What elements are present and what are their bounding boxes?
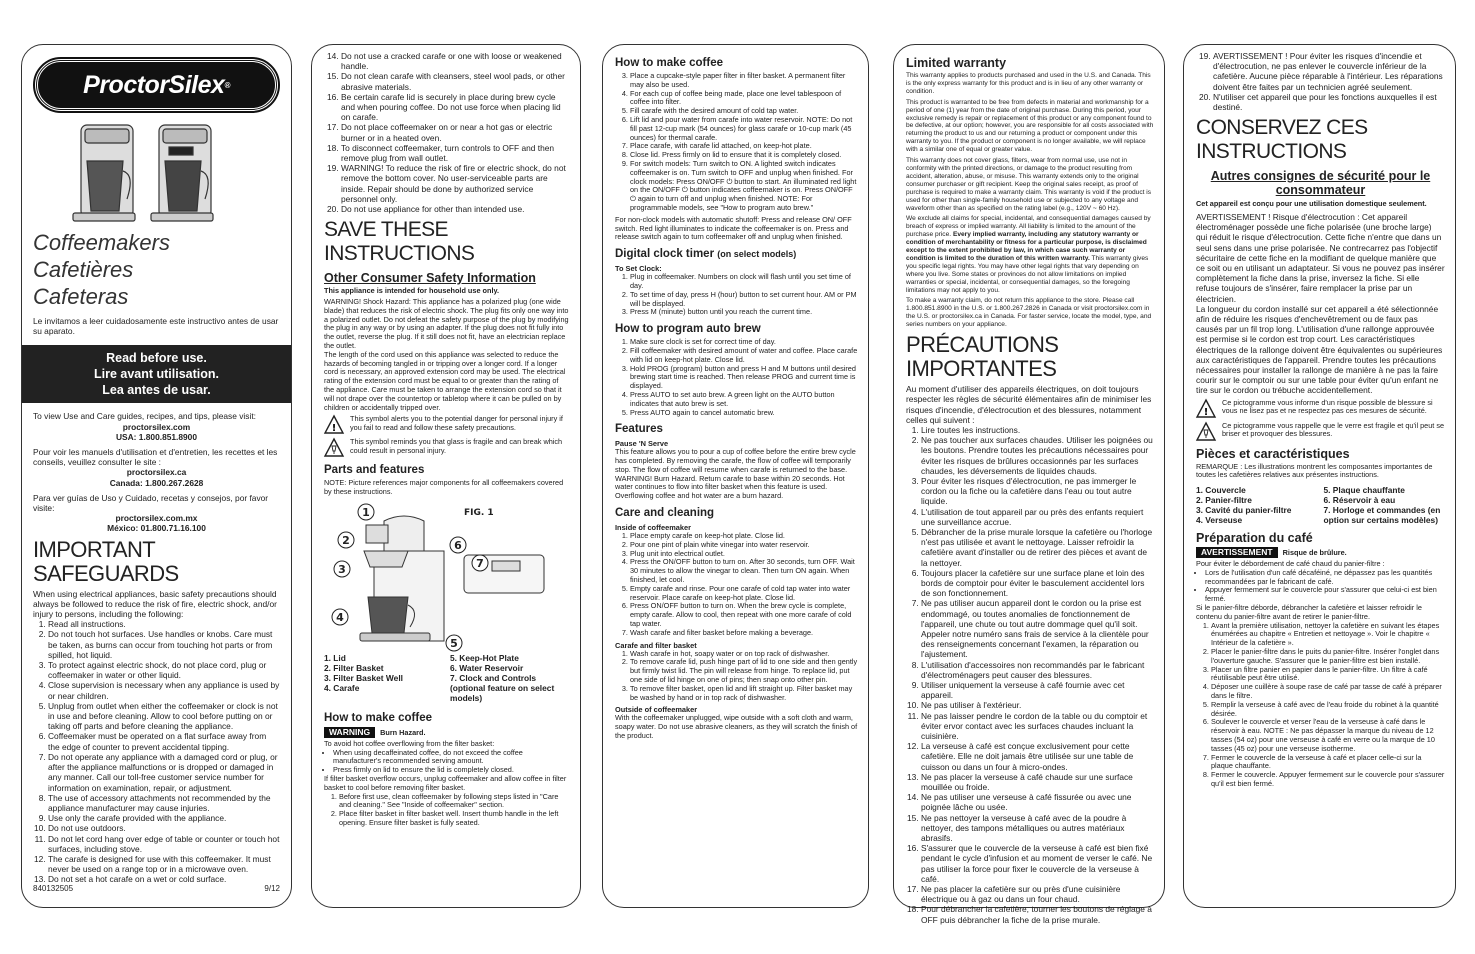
site-mx[interactable]: proctorsilex.com.mx xyxy=(115,513,198,524)
debord-note: Pour éviter le débordement de café chaud du panier-filtre : xyxy=(1196,559,1385,569)
overflow-note: To avoid hot coffee overflowing from the filter basket: xyxy=(324,738,495,748)
list-item: 6. Water Reservoir xyxy=(450,663,524,673)
phone-ca: Canada: 1.800.267.2628 xyxy=(109,477,204,488)
make-coffee-title: How to make coffee xyxy=(324,712,432,724)
list-item: 4. Press AUTO to set auto brew. A green light on the AUTO button indicates that auto brew is set. xyxy=(630,391,858,409)
list-item: 11. Ne pas laisser pendre le cordon de la table ou du comptoir et éviter ervor contact avec les surfaces chaudes incluant la cuisinière. xyxy=(921,711,1154,742)
prep-bullets xyxy=(1196,569,1445,604)
list-item: 10. Ne pas utiliser à l'extérieur. xyxy=(921,700,1154,710)
safeguards-list xyxy=(33,619,280,884)
list-item: 12. The carafe is designed for use with this coffeemaker. It must never be used on a range top or in a microwave oven. xyxy=(48,854,280,874)
cord-note: The length of the cord used on this appliance was selected to reduce the hazards of becoming tangled in or tripping over a longer cord. If a longer cord is necessary, an approved extension cord may be used. The electrical rating of the extension cord must be equal to or greater than the rating of the appliance. Care must be taken to arrange the extension cord so that it will not drape over the countertop or tabletop where it can be pulled on by children or accidentally tripped over. xyxy=(324,349,566,412)
list-item: 7. Do not operate any appliance with a damaged cord or plug, or after the appliance malfunctions or is dropped or damaged in any manner. Call our toll-free customer service number for information on examination, repair, or adjustment. xyxy=(48,752,280,793)
callout-1: 1 xyxy=(362,506,370,519)
visit-en: To view Use and Care guides, recipes, and tips, please visit: xyxy=(33,411,256,422)
warranty-p1: This warranty applies to products purchased and used in the U.S. and Canada. This is the only express warranty for this product and is in lieu of any other warranty or condition. xyxy=(906,72,1151,95)
list-item: 3. Pour éviter les risques d'électrocution, ne pas immerger le cordon ou la fiche ou la cafetière dans l'eau ou tout autre liquide. xyxy=(921,476,1154,507)
pieces-title: Pièces et caractéristiques xyxy=(1196,446,1350,461)
list-item: 1. Couvercle xyxy=(1196,485,1246,496)
svg-text:!: ! xyxy=(331,423,337,435)
pause-text: This feature allows you to pour a cup of coffee before the entire brew cycle has completed. By removing the carafe, the flow of coffee will temporarily stop. The flow of coffee will resume when carafe is returned to the base. xyxy=(615,447,856,474)
list-item: 3. To remove filter basket, open lid and lift straight up. Filter basket may be washed by hand or in top rack of dishwasher. xyxy=(630,685,858,703)
list-item: 9. Utiliser uniquement la verseuse à café fournie avec cet appareil. xyxy=(921,680,1154,700)
safety-symbol-row: ! This symbol alerts you to the potential danger for personal injury if you fail to read and follow these safety precautions. xyxy=(324,415,570,435)
list-item: 3. Press M (minute) button until you reach the current time. xyxy=(630,308,858,317)
prep-steps xyxy=(1196,622,1445,789)
safeguards-intro: When using electrical appliances, basic safety precautions should always be followed to reduce the risk of fire, electric shock, and/or injury to persons, including the following: xyxy=(33,588,277,620)
pause-warning: WARNING! Burn Hazard. Return carafe to base within 20 seconds. Hot water continues to flow into filter basket when this feature is used. Overflowing coffee and hot water are a burn hazard. xyxy=(615,473,845,501)
list-item: 7. Ne pas utiliser aucun appareil dont le cordon ou la prise est endommagé, ou toutes anomalies de fonctionnement de l'appareil, une chute ou tout autre dommage quel qu'il soit. Appeler notre numéro sans frais de service à la clientèle pour des renseignements concernant l'examen, la réparation ou l'ajustement. xyxy=(921,598,1154,659)
list-item: • Press firmly on lid to ensure the lid is completely closed. xyxy=(333,766,570,775)
list-item: 11. Do not let cord hang over edge of table or counter or touch hot surfaces, including stove. xyxy=(48,834,280,854)
site-ca[interactable]: proctorsilex.ca xyxy=(126,467,187,478)
parts-figure xyxy=(324,501,570,649)
burn-warning: WARNING Burn Hazard. xyxy=(324,727,570,738)
list-item: • Lors de l'utilisation d'un café décaféiné, ne dépassez pas les quantités recommandées par le fabricant de café. xyxy=(1205,569,1445,587)
list-item: 10. Do not use outdoors. xyxy=(48,823,280,833)
intro-es: Le invitamos a leer cuidadosamente este instructivo antes de usar su aparato. xyxy=(33,316,279,337)
features-title: Features xyxy=(615,423,663,436)
warranty-panel xyxy=(893,44,1165,925)
list-item: 13. Do not set a hot carafe on a wet or cold surface. xyxy=(48,874,280,884)
list-item: 7. Fermer le couvercle de la verseuse à café et placer celle-ci sur la plaque chauffante. xyxy=(1211,754,1445,772)
list-item: 3. Filter Basket Well xyxy=(324,673,403,683)
shock-warning-fr: AVERTISSEMENT ! Risque d'électrocution : Cet appareil électroménager possède une fiche polarisée (une broche large) qui réduit le risque d'électrocution. Cette fiche n'entre que dans un seul sens dans une prise polarisée. Ne contrecarrez pas l'objectif sécuritaire de cette fiche en la modifiant de quelque manière que ce soit ou en utilisant un adaptateur. Si vous ne pouvez pas insérer complètement la fiche dans la prise, inversez la fiche. Si elle refuse toujours de s'insérer, faire remplacer la prise par un électricien. xyxy=(1196,212,1445,304)
prep-title: Préparation du café xyxy=(1196,531,1313,546)
list-item: 4. Verseuse xyxy=(1196,515,1243,526)
list-item: 19. AVERTISSEMENT ! Pour éviter les risques d'incendie et d'électrocution, ne pas enlever le couvercle inférieur de la cafetière. Aucune pièce réparable à l'intérieur. Les réparations doivent être faites par un technicien agréé seulement. xyxy=(1213,51,1445,92)
list-item: 1. Before first use, clean coffeemaker by following steps listed in "Care and cleaning." See "Inside of coffeemaker" section. xyxy=(339,793,570,811)
list-item: 1. Wash carafe in hot, soapy water or on top rack of dishwasher. xyxy=(630,650,858,659)
list-item: 3. Cavité du panier-filtre xyxy=(1196,505,1292,516)
overflow-bullets xyxy=(324,749,570,775)
list-item: 6. Lift lid and pour water from carafe into water reservoir. NOTE: Do not fill past 12-cup mark (54 ounces) for glass carafe or 10-cup mark (45 ounces) for thermal carafe. xyxy=(630,116,858,142)
list-item: 16. S'assurer que le couvercle de la verseuse à café est bien fixé pendant le cycle d'infusion et au moment de verser le café. Ne pas utiliser la force pour fixer le couvercle de la verseuse à café. xyxy=(921,843,1154,884)
list-item: 8. The use of accessory attachments not recommended by the appliance manufacturer may cause injuries. xyxy=(48,793,280,813)
read-before-banner: Read before use. Lire avant utilisation. Lea antes de usar. xyxy=(22,345,291,403)
visit-es: Para ver guías de Uso y Cuidado, recetas y consejos, por favor visite: xyxy=(33,492,269,514)
product-title-es: Cafeteras xyxy=(33,284,129,309)
list-item: 17. Ne pas placer la cafetière sur ou près d'une cuisinière électrique ou à gaz ou dans un four chaud. xyxy=(921,884,1154,904)
list-item: 2. Fill coffeemaker with desired amount of water and coffee. Place carafe with lid on keep-hot plate. Close lid. xyxy=(630,347,858,365)
callout-7: 7 xyxy=(476,557,484,570)
list-item: 5. Press AUTO again to cancel automatic brew. xyxy=(630,409,858,418)
list-item: 19. WARNING! To reduce the risk of fire or electric shock, do not remove the bottom cover. No user-serviceable parts are inside. Repair should be done by authorized service personnel only. xyxy=(341,163,570,204)
list-item: 7. Wash carafe and filter basket before making a beverage. xyxy=(630,629,858,638)
list-item: 13. Ne pas placer la verseuse à café chaude sur une surface mouillée ou froide. xyxy=(921,772,1154,792)
list-item: 7. Clock and Controls (optional feature on select models) xyxy=(450,673,555,703)
list-item: 15. Do not clean carafe with cleansers, steel wool pads, or other abrasive materials. xyxy=(341,71,570,91)
list-item: 4. Close supervision is necessary when any appliance is used by or near children. xyxy=(48,680,280,700)
carafe-head: Carafe and filter basket xyxy=(615,640,697,650)
make-coffee-title: How to make coffee xyxy=(615,57,723,69)
list-item: 20. N'utiliser cet appareil que pour les fonctions auxquelles il est destiné. xyxy=(1213,92,1445,112)
safeguards-list-continued xyxy=(324,51,570,214)
list-item: 20. Do not use appliance for other than intended use. xyxy=(341,204,570,214)
callout-4: 4 xyxy=(336,611,344,624)
list-item: 2. To set time of day, press H (hour) button to set current hour. AM or PM will be displayed. xyxy=(630,291,858,309)
list-item: 6. Press ON/OFF button to turn on. When the brew cycle is complete, empty carafe. Allow to cool, then repeat with one more carafe of cold tap water. xyxy=(630,602,858,628)
list-item: 6. Toujours placer la cafetière sur une surface plane et loin des bords de comptoir pour éviter le basculement accidentel lors de son fonctionnement. xyxy=(921,568,1154,599)
list-item: 6. Coffeemaker must be operated on a flat surface away from the edge of counter to prevent accidental tipping. xyxy=(48,731,280,751)
list-item: 4. Carafe xyxy=(324,683,360,693)
callout-6: 6 xyxy=(454,539,462,552)
list-item: 3. Plug unit into electrical outlet. xyxy=(630,550,858,559)
care-title: Care and cleaning xyxy=(615,507,715,520)
list-item: 8. Fermer le couvercle. Appuyer fermement sur le couvercle pour s'assurer qu'il est bien fermé. xyxy=(1211,771,1445,789)
timer-title: Digital clock timer (on select models) xyxy=(615,248,797,261)
list-item: • Appuyer fermement sur le couvercle pour s'assurer que celui-ci est bien fermé. xyxy=(1205,586,1445,604)
instructions-panel xyxy=(602,44,869,908)
burn-warning-fr: AVERTISSEMENT Risque de brûlure. xyxy=(1196,547,1445,558)
list-item: 9. Use only the carafe provided with the appliance. xyxy=(48,813,280,823)
safety-symbol-row: ! Ce pictogramme vous informe d'un risque possible de blessure si vous ne lisez pas et ne respectez pas ces mesures de sécurité. xyxy=(1196,399,1445,419)
svg-text:!: ! xyxy=(1203,406,1209,418)
broken-glass-icon xyxy=(324,438,344,458)
list-item: 3. Placer un filtre panier en papier dans le panier-filtre. Un filtre à café réutilisable peut être utilisé. xyxy=(1211,666,1445,684)
household-note: This appliance is intended for household use only. xyxy=(324,286,500,296)
precautions-list xyxy=(906,425,1154,925)
list-item: 2. To remove carafe lid, push hinge part of lid to one side and then gently but firmly twist lid. The pin will release from hinge. To replace lid, put one side of lid hinge on one of pins; then snap onto other pin. xyxy=(630,658,858,684)
make-coffee-steps xyxy=(324,793,570,828)
product-title-en: Coffeemakers xyxy=(33,230,170,255)
callout-2: 2 xyxy=(342,534,350,547)
list-item: 5. Keep-Hot Plate xyxy=(450,653,519,663)
list-item: 18. To disconnect coffeemaker, turn controls to OFF and then remove plug from wall outlet. xyxy=(341,143,570,163)
callout-3: 3 xyxy=(338,563,346,576)
list-item: 18. Pour débrancher la cafetière, tourner les boutons de réglage à OFF puis débrancher la fiche de la prise murale. xyxy=(921,904,1154,924)
glass-symbol-row: Ce pictogramme vous rappelle que le verre est fragile et qu'il peut se briser et provoquer des blessures. xyxy=(1196,422,1445,442)
list-item: 7. Horloge et commandes (en option sur certains modèles) xyxy=(1323,505,1441,526)
list-item: 15. Ne pas nettoyer la verseuse à café avec de la poudre à nettoyer, des tampons métalliques ou autres matériaux abrasifs. xyxy=(921,813,1154,844)
callout-5: 5 xyxy=(450,637,458,650)
product-image xyxy=(63,121,280,225)
list-item: 4. Déposer une cuillère à soupe rase de café par tasse de café à préparer dans le filtre. xyxy=(1211,683,1445,701)
list-item: 1. Place empty carafe on keep-hot plate. Close lid. xyxy=(630,532,858,541)
warning-triangle-icon xyxy=(324,415,344,435)
warning-triangle-icon xyxy=(1196,399,1216,419)
list-item: 9. For switch models: Turn switch to ON. A lighted switch indicates coffeemaker is on. Turn switch to OFF and unplug when finished. For clock models: Press ON/OFF ⏻ button to start. An illuminated red light on the ON/OFF ⏻ button indicates coffeemaker is on. Press ON/OFF ⏻ again to turn off and unplug when finished. NOTE: For programmable models, see "How to program auto brew." xyxy=(630,160,858,213)
list-item: 17. Do not place coffeemaker on or near a hot gas or electric burner or in a heated oven. xyxy=(341,122,570,142)
program-steps xyxy=(615,338,858,417)
list-item: 14. Do not use a cracked carafe or one with loose or weakened handle. xyxy=(341,51,570,71)
list-item: 4. Press the ON/OFF button to turn on. After 30 seconds, turn OFF. Wait 30 minutes to allow the vinegar to clean. Then turn ON again. When finished, let cool. xyxy=(630,558,858,584)
list-item: 5. Plaque chauffante xyxy=(1323,485,1405,496)
domestic-note: Cet appareil est conçu pour une utilisation domestique seulement. xyxy=(1196,199,1427,209)
list-item: 7. Place carafe, with carafe lid attached, on keep-hot plate. xyxy=(630,142,858,151)
list-item: 2. Filter Basket xyxy=(324,663,384,673)
warning-badge: AVERTISSEMENT xyxy=(1196,547,1278,558)
parts-list xyxy=(324,653,570,703)
parts-title: Parts and features xyxy=(324,464,425,477)
list-item: 1. Read all instructions. xyxy=(48,619,280,629)
list-item: 2. Place filter basket in filter basket well. Insert thumb handle in the left opening. Ensure filter basket is fully seated. xyxy=(339,810,570,828)
overflow-action: If filter basket overflow occurs, unplug coffeemaker and allow coffee in filter basket to cool before removing filter basket. xyxy=(324,773,567,792)
list-item: 5. Fill carafe with the desired amount of cold tap water. xyxy=(630,107,858,116)
warranty-title: Limited warranty xyxy=(906,56,1007,70)
list-item: 2. Placer le panier-filtre dans le puits du panier-filtre. Insérer l'onglet dans l'ouverture gauche. S'assurer que le panier-filtre est bien installé. xyxy=(1211,648,1445,666)
site-us[interactable]: proctorsilex.com xyxy=(122,421,191,432)
list-item: 8. L'utilisation d'accessoires non recommandés par le fabricant d'électroménagers peut causer des blessures. xyxy=(921,660,1154,680)
warning-badge: WARNING xyxy=(324,727,375,738)
cover-panel xyxy=(21,44,292,908)
part-code: 840132505 xyxy=(33,884,74,893)
list-item: 3. To protect against electric shock, do not place cord, plug or coffeemaker in water or other liquid. xyxy=(48,660,280,680)
parts-note: NOTE: Picture references major components for all coffeemakers covered by these instructions. xyxy=(324,478,564,497)
list-item: 4. L'utilisation de tout appareil par ou près des enfants requiert une surveillance accrue. xyxy=(921,507,1154,527)
warranty-p5: To make a warranty claim, do not return this appliance to the store. Please call 1.800.851.8900 in the U.S. or 1.800.267.2826 in Canada or visit proctorsilex.com in the U.S. or proctorsilex.ca in Canada. For faster service, locate the model, type, and series numbers on your appliance. xyxy=(906,297,1152,329)
list-item: 3. Hold PROG (program) button and press H and M buttons until desired brewing start time is reached. Then release PROG and current time is displayed. xyxy=(630,365,858,391)
precautions-intro: Au moment d'utiliser des appareils électriques, on doit toujours respecter les règles de sécurité élémentaires afin de minimiser les risques d'incendie, d'électrocution et des blessures, notamment celles qui suivent : xyxy=(906,384,1152,425)
list-item: • When using decaffeinated coffee, do not exceed the coffee manufacturer's recommended serving amount. xyxy=(333,749,570,767)
footer xyxy=(33,884,280,893)
list-item: 1. Avant la première utilisation, nettoyer la cafetière en suivant les étapes énumérées au chapitre « Entretien et nettoyage ». Voir le chapitre « Intérieur de la cafetière ». xyxy=(1211,622,1445,648)
inside-steps xyxy=(615,532,858,638)
product-title-fr: Cafetières xyxy=(33,257,134,282)
pause-head: Pause 'N Serve xyxy=(615,439,669,449)
list-item: 5. Empty carafe and rinse. Pour one carafe of cold tap water into water reservoir. Place carafe on keep-hot plate. Close lid. xyxy=(630,585,858,603)
list-item: 8. Close lid. Press firmly on lid to ensure that it is completely closed. xyxy=(630,151,858,160)
list-item: 5. Unplug from outlet when either the coffeemaker or clock is not in use and before cleaning. Allow to cool before putting on or taking off parts and before cleaning the appliance. xyxy=(48,701,280,732)
list-item: 5. Débrancher de la prise murale lorsque la cafetière ou l'horloge n'est pas utilisée et avant le nettoyage. Laisser refroidir la cafetière avant d'installer ou de retirer des pièces et avant de la nettoyer. xyxy=(921,527,1154,568)
list-item: 4. For each cup of coffee being made, place one level tablespoon of coffee into filter. xyxy=(630,90,858,108)
list-item: 1. Lire toutes les instructions. xyxy=(921,425,1154,435)
list-item: 2. Pour one pint of plain white vinegar into water reservoir. xyxy=(630,541,858,550)
debord-action: Si le panier-filtre déborde, débrancher la cafetière et laisser refroidir le contenu du panier-filtre avant de retirer le panier-filtre. xyxy=(1196,603,1422,621)
set-clock-head: To Set Clock: xyxy=(615,264,662,274)
list-item: 1. Lid xyxy=(324,653,346,663)
safety-panel xyxy=(311,44,581,908)
warranty-p2: This product is warranted to be free from defects in material and workmanship for a period of one (1) year from the date of original purchase. During this period, your exclusive remedy is repair or replacement of this product or any component found to be defective, at our option; however, you are responsible for all costs associated with returning the product to us and our returning a product or component under this warranty to you. If the product or component is no longer available, we will replace with a similar one of equal or greater value. xyxy=(906,98,1154,154)
shock-warning: WARNING! Shock Hazard: This appliance has a polarized plug (one wide blade) that reduces the risk of electric shock. The plug fits only one way into a polarized outlet. Do not defeat the safety purpose of the plug by modifying the plug in any way or by using an adapter. If the plug does not fit fully into the outlet, reverse the plug. If it still does not fit, have an electrician replace the outlet. xyxy=(324,297,569,351)
warranty-p3: This warranty does not cover glass, filters, wear from normal use, use not in conformity with the printed directions, or damage to the product resulting from accident, alteration, abuse, or misuse. This warranty extends only to the original consumer purchaser or gift recipient. Keep the original sales receipt, as proof of purchase is required to make a warranty claim. This warranty is void if the product is used for other than single-family household use or subjected to any voltage and waveform other than as specified on the rating label (e.g., 120V ~ 60 Hz). xyxy=(906,157,1152,212)
list-item: 1. Plug in coffeemaker. Numbers on clock will flash until you set time of day. xyxy=(630,273,858,291)
safeguards-title: IMPORTANT SAFEGUARDS xyxy=(33,536,179,586)
remarque: REMARQUE : Les illustrations montrent les composantes importantes de toutes les cafetières relatives aux présentes instructions. xyxy=(1196,461,1433,480)
phone-mx: México: 01.800.71.16.100 xyxy=(107,523,206,534)
list-item: 2. Ne pas toucher aux surfaces chaudes. Utiliser les poignées ou les boutons. Prendre toutes les précautions nécessaires pour éviter les risques de brûlures occasionnés par les surfaces chaudes, les déversements de liquides chauds. xyxy=(921,435,1154,476)
carafe-steps xyxy=(615,650,858,703)
list-item: 1. Make sure clock is set for correct time of day. xyxy=(630,338,858,347)
outside-text: With the coffeemaker unplugged, wipe outside with a soft cloth and warm, soapy water. Do not use abrasive cleaners, as they will scratch the finish of the product. xyxy=(615,713,858,741)
visit-fr: Pour voir les manuels d'utilisation et d'entretien, les recettes et les conseils, veuillez consulter le site : xyxy=(33,447,278,468)
list-item: 16. Be certain carafe lid is securely in place during brew cycle and when pouring coffee. Do not use force when placing lid on carafe. xyxy=(341,92,570,123)
list-item: 2. Do not touch hot surfaces. Use handles or knobs. Care must be taken, as burns can occur from touching hot parts or from spilled, hot liquid. xyxy=(48,629,280,660)
list-item: 14. Ne pas utiliser une verseuse à café fissurée ou avec une poignée lâche ou usée. xyxy=(921,792,1154,812)
program-title: How to program auto brew xyxy=(615,323,761,336)
fig-label: FIG. 1 xyxy=(464,508,494,518)
warranty-p4: We exclude all claims for special, incidental, and consequential damages caused by breach of express or implied warranty. All liability is limited to the amount of the purchase price. Every implied warranty, including any statutory warranty or condition of merchantability or fitness for a particular purpose, is disclaimed except to the extent prohibited by law, in which case such warranty or condition is limited to the duration of this written warranty. This warranty gives you specific legal rights. You may have other legal rights that vary depending on where you live. Some states or provinces do not allow limitations on implied warranties or special, incidental, or consequential damages, so the foregoing limitations may not apply to you. xyxy=(906,215,1151,294)
conserve-title: CONSERVEZ CES INSTRUCTIONS xyxy=(1196,116,1368,164)
list-item: 2. Panier-filtre xyxy=(1196,495,1252,506)
precautions-list-continued xyxy=(1196,51,1445,112)
make-coffee-steps xyxy=(615,72,858,213)
list-item: 12. La verseuse à café est conçue exclusivement pour cette cafetière. Elle ne doit jamais être utilisée sur une table de cuisson ou dans un four à micro-ondes. xyxy=(921,741,1154,772)
autres-title: Autres consignes de sécurité pour le consommateur xyxy=(1210,169,1431,198)
inside-head: Inside of coffeemaker xyxy=(615,523,691,533)
nonclock-note: For non-clock models with automatic shutoff: Press and release ON/ OFF switch. Red light illuminates to indicate the coffeemaker is on. Press and release switch again to turn coffeemaker off and unplug when finished. xyxy=(615,214,852,242)
other-safety-title: Other Consumer Safety Information xyxy=(324,271,536,286)
timer-steps xyxy=(615,273,858,317)
broken-glass-icon xyxy=(1196,422,1216,442)
cord-note-fr: La longueur du cordon installé sur cet appareil a été sélectionnée afin de réduire les risques d'enchevêtrement ou de faux pas causés par un fil trop long. L'utilisation d'une rallonge approuvée est permise si le cordon est trop court. Les caractéristiques électriques de la rallonge doivent être équivalentes ou supérieures aux caractéristiques de l'appareil. Prendre toutes les précautions nécessaires pour installer la rallonge de manière à ne pas la faire courir sur le comptoir ou sur une table pour éviter qu'un enfant ne tire sur le cordon ou trébuche accidentellement. xyxy=(1196,303,1443,396)
list-item: 3. Place a cupcake-style paper filter in filter basket. A permanent filter may also be used. xyxy=(630,72,858,90)
glass-symbol-row: This symbol reminds you that glass is fragile and can break which could result in personal injury. xyxy=(324,438,570,458)
french-panel xyxy=(1183,44,1456,908)
print-date: 9/12 xyxy=(264,884,280,893)
list-item: 5. Remplir la verseuse à café avec de l'eau froide du robinet à la quantité désirée. xyxy=(1211,701,1445,719)
list-item: 6. Soulever le couvercle et verser l'eau de la verseuse à café dans le réservoir à eau. NOTE : Ne pas dépasser la marque du niveau de 12 tasses (54 oz) pour une verseuse à café en verre ou la marque de 10 tasses (45 oz) pour une verseuse isotherme. xyxy=(1211,718,1445,753)
save-instructions-title: SAVE THESE INSTRUCTIONS xyxy=(324,218,475,266)
list-item: 6. Réservoir à eau xyxy=(1323,495,1396,506)
brand-logo: ProctorSilex ® xyxy=(35,59,278,111)
phone-us: USA: 1.800.851.8900 xyxy=(115,431,197,442)
outside-head: Outside of coffeemaker xyxy=(615,705,698,715)
precautions-title: PRÉCAUTIONS IMPORTANTES xyxy=(906,332,1059,382)
pieces-list xyxy=(1196,485,1445,525)
